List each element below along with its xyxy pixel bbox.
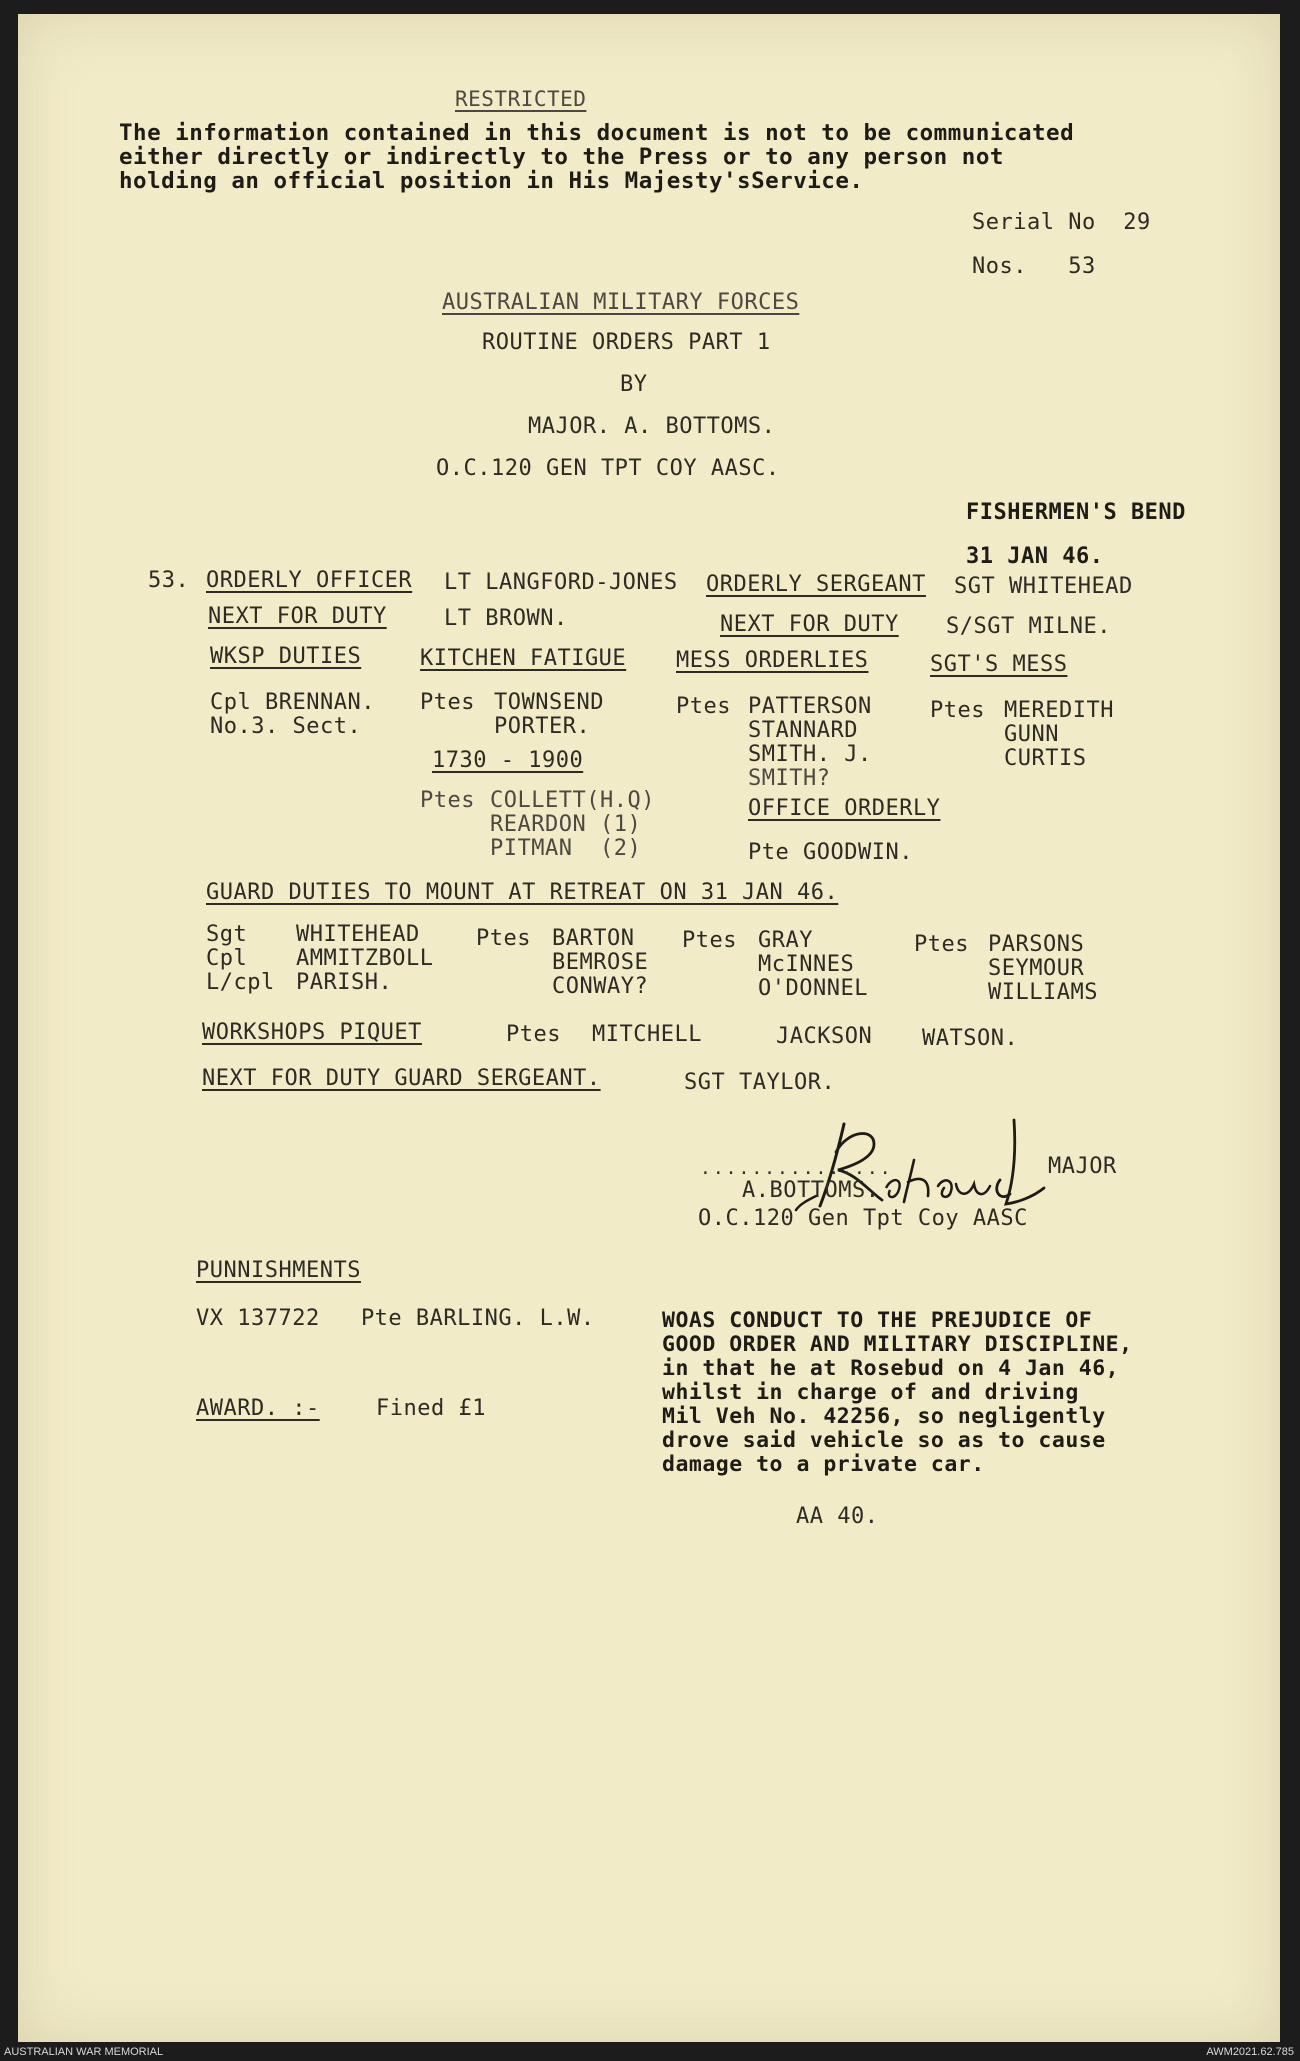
guard-nco: PARISH.	[296, 970, 393, 995]
classification-header: RESTRICTED	[455, 87, 587, 111]
signature-name: A.BOTTOMS.	[742, 1178, 880, 1203]
offence-line: drove said vehicle so as to cause	[662, 1428, 1106, 1453]
guard-rank: L/cpl	[206, 970, 275, 995]
piquet-name: WATSON.	[922, 1026, 1019, 1051]
offence-line: whilst in charge of and driving	[662, 1380, 1079, 1405]
guard-duties-heading: GUARD DUTIES TO MOUNT AT RETREAT ON 31 JAN 46.	[206, 880, 839, 905]
warning-line-1: The information contained in this document is not to be communicated	[119, 120, 1075, 146]
guard-group3-rank: Ptes	[682, 928, 737, 953]
guard-name: PARSONS	[988, 932, 1085, 957]
kitchen-time: 1730 - 1900	[432, 748, 584, 773]
reference: AA 40.	[796, 1504, 879, 1529]
kitchen-name: PORTER.	[494, 714, 591, 739]
guard-group4-rank: Ptes	[914, 932, 969, 957]
kitchen2-name: PITMAN (2)	[490, 836, 642, 861]
sgts-mess-label: SGT'S MESS	[930, 652, 1068, 677]
guard-group2-rank: Ptes	[476, 926, 531, 951]
kitchen2-name: COLLETT(H.Q)	[490, 788, 655, 813]
mess-name: SMITH?	[748, 766, 831, 791]
wksp-name: Cpl BRENNAN.	[210, 690, 375, 715]
heading-forces: AUSTRALIAN MILITARY FORCES	[442, 290, 800, 315]
guard-name: McINNES	[758, 952, 855, 977]
signature-dotted-line: ...............	[700, 1158, 893, 1179]
sgts-name: GUNN	[1004, 722, 1059, 747]
guard-name: SEYMOUR	[988, 956, 1085, 981]
kitchen2-rank: Ptes	[420, 788, 475, 813]
office-orderly: Pte GOODWIN.	[748, 840, 913, 865]
workshops-piquet-label: WORKSHOPS PIQUET	[202, 1020, 422, 1045]
footer-accession-number: AWM2021.62.785	[1206, 2046, 1294, 2058]
date: 31 JAN 46.	[966, 544, 1104, 569]
piquet-name: JACKSON	[776, 1024, 873, 1049]
document-page	[18, 14, 1280, 2042]
next-duty-officer: LT BROWN.	[444, 606, 568, 631]
orderly-sergeant: SGT WHITEHEAD	[954, 574, 1133, 599]
piquet-name: MITCHELL	[592, 1022, 702, 1047]
orderly-officer: LT LANGFORD-JONES	[444, 570, 678, 595]
next-duty-sergeant: S/SGT MILNE.	[946, 614, 1111, 639]
offence-line: in that he at Rosebud on 4 Jan 46,	[662, 1356, 1120, 1381]
order-number: 53.	[148, 568, 190, 593]
kitchen-rank: Ptes	[420, 690, 475, 715]
heading-by: BY	[620, 372, 648, 397]
mess-name: STANNARD	[748, 718, 858, 743]
next-guard-sergeant: SGT TAYLOR.	[684, 1070, 836, 1095]
signature-rank: MAJOR	[1048, 1154, 1117, 1179]
piquet-rank: Ptes	[506, 1022, 561, 1047]
signature-unit: O.C.120 Gen Tpt Coy AASC	[698, 1206, 1028, 1231]
mess-orderlies-label: MESS ORDERLIES	[676, 648, 869, 673]
office-orderly-label: OFFICE ORDERLY	[748, 796, 941, 821]
guard-name: BEMROSE	[552, 950, 649, 975]
guard-name: GRAY	[758, 928, 813, 953]
offence-line: GOOD ORDER AND MILITARY DISCIPLINE,	[662, 1332, 1133, 1357]
warning-line-2: either directly or indirectly to the Press or to any person not	[119, 144, 1004, 170]
kitchen-name: TOWNSEND	[494, 690, 604, 715]
offence-line: Mil Veh No. 42256, so negligently	[662, 1404, 1106, 1429]
footer-source: AUSTRALIAN WAR MEMORIAL	[4, 2046, 164, 2058]
guard-name: BARTON	[552, 926, 635, 951]
kitchen-fatigue-label: KITCHEN FATIGUE	[420, 646, 627, 671]
guard-name: CONWAY?	[552, 974, 649, 999]
guard-nco: AMMITZBOLL	[296, 946, 434, 971]
orderly-sergeant-label: ORDERLY SERGEANT	[706, 572, 926, 597]
warning-line-3: holding an official position in His Majesty'sService.	[119, 168, 864, 194]
location: FISHERMEN'S BEND	[966, 500, 1186, 525]
offence-line: WOAS CONDUCT TO THE PREJUDICE OF	[662, 1308, 1093, 1333]
offence-line: damage to a private car.	[662, 1452, 985, 1477]
guard-rank: Cpl	[206, 946, 248, 971]
mess-rank: Ptes	[676, 694, 731, 719]
sgts-name: CURTIS	[1004, 746, 1087, 771]
next-duty-label-sergeant: NEXT FOR DUTY	[720, 612, 899, 637]
kitchen2-name: REARDON (1)	[490, 812, 642, 837]
heading-routine-orders: ROUTINE ORDERS PART 1	[482, 330, 771, 355]
order-nos: Nos. 53	[972, 254, 1096, 279]
guard-rank: Sgt	[206, 922, 248, 947]
serial-number: Serial No 29	[972, 210, 1151, 235]
punishment-soldier: VX 137722 Pte BARLING. L.W.	[196, 1306, 595, 1331]
sgts-name: MEREDITH	[1004, 698, 1114, 723]
heading-unit: O.C.120 GEN TPT COY AASC.	[436, 456, 780, 481]
wksp-duties-label: WKSP DUTIES	[210, 644, 362, 669]
award-label: AWARD. :-	[196, 1396, 320, 1421]
heading-commander: MAJOR. A. BOTTOMS.	[528, 414, 776, 439]
next-duty-label-officer: NEXT FOR DUTY	[208, 604, 387, 629]
orderly-officer-label: ORDERLY OFFICER	[206, 568, 413, 593]
sgts-rank: Ptes	[930, 698, 985, 723]
mess-name: PATTERSON	[748, 694, 872, 719]
award: Fined £1	[376, 1396, 486, 1421]
guard-name: WILLIAMS	[988, 980, 1098, 1005]
mess-name: SMITH. J.	[748, 742, 872, 767]
wksp-section: No.3. Sect.	[210, 714, 362, 739]
next-guard-sergeant-label: NEXT FOR DUTY GUARD SERGEANT.	[202, 1066, 601, 1091]
punishments-label: PUNNISHMENTS	[196, 1258, 361, 1283]
guard-name: O'DONNEL	[758, 976, 868, 1001]
guard-nco: WHITEHEAD	[296, 922, 420, 947]
